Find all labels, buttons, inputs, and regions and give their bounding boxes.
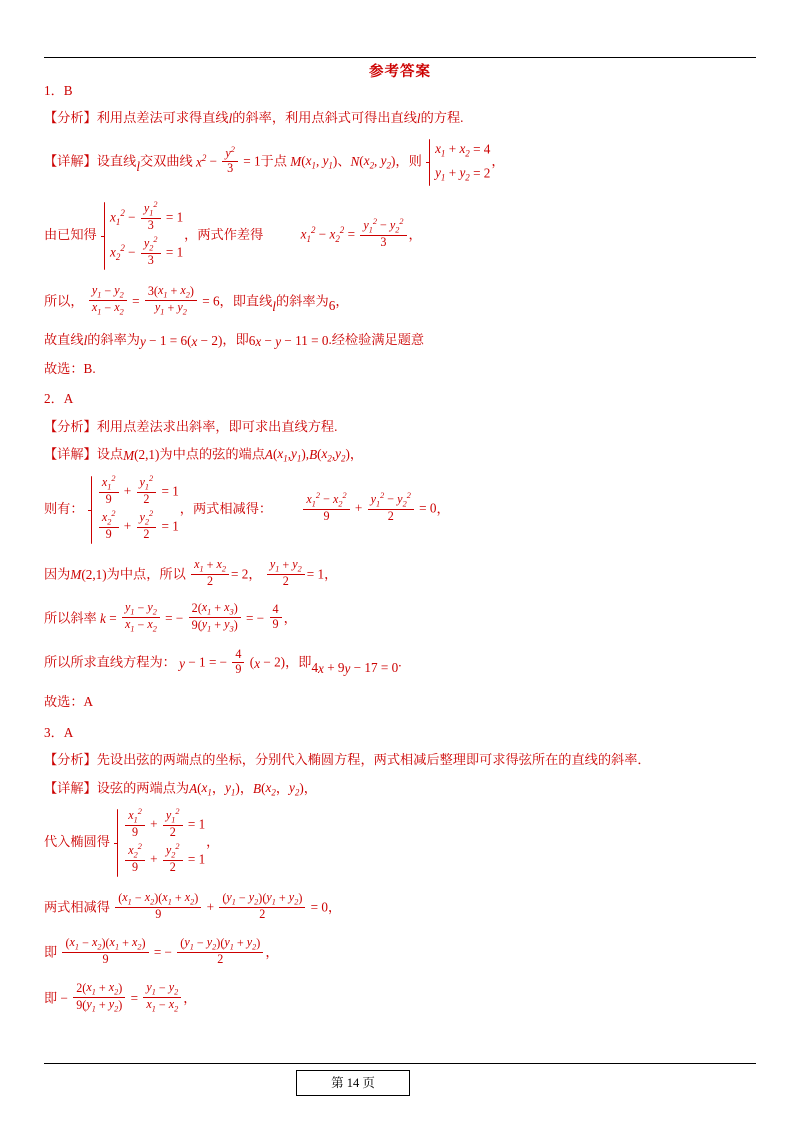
detail-tail: ，	[349, 446, 364, 462]
slope-mid: ，即直线	[219, 293, 273, 308]
answer-2-line	[44, 646, 758, 678]
sub-lead: 代入椭圆得	[44, 834, 110, 850]
system-tail: ，两式相减得：	[179, 500, 273, 516]
detail-tail: ，	[303, 779, 317, 795]
slope-k-equation: k = $\frac{y_1 - y_2}{x_1 - x_2}$ = − $\frac{2(x_1 + x_3)}{9(y_1 + y_3)}$ = − $\frac{4}{9}$	[100, 603, 284, 636]
line-var-l: l	[136, 158, 140, 174]
diff-lead: 两式相减得	[44, 899, 110, 915]
answer-1-choose: 故选：B.	[44, 360, 96, 376]
midpoint-M: M(2,1)	[70, 566, 107, 583]
line-mid: ，即	[285, 654, 312, 670]
final-mid-2: ，即	[222, 332, 249, 348]
line-point-slope-equation: y − 1 = − $\frac{4}{9}$ (x − 2)	[179, 646, 286, 676]
diff-tail: ，	[327, 899, 342, 915]
subtracted-tail: ，	[436, 500, 450, 516]
line-general-equation: 4x + 9y − 17 = 0	[311, 660, 399, 676]
detail-text-b: 于点	[260, 153, 287, 169]
answer-1-final	[44, 330, 758, 352]
answer-1-analysis	[44, 108, 758, 129]
difference-equation: $x_1^2 - x_2^2$ = $\frac{y_1^2 - y_2^2}{3}$	[301, 219, 409, 252]
answer-number-1: 1．B	[44, 83, 73, 98]
answer-3-detail: 【详解】设弦的两端点为$A(x_1$，$y_1$)，$B(x_2$，$y_2$)，	[44, 778, 758, 801]
system-curve-equations: $x_1^2$ − $\frac{y_1^2}{3}$ = 1 $x_2^2$ − $\frac{y_2^2}{3}$ = 1	[101, 200, 183, 272]
page-title: 参考答案	[369, 64, 431, 80]
slope-relation-equation: − $\frac{2(x_1 + x_2)}{9(y_1 + y_2)}$ = $\frac{y_1 - y_2}{x_1 - x_2}$	[60, 983, 183, 1016]
eq3-tail: ，	[183, 990, 197, 1006]
analysis-text-2: 的斜率，利用点斜式可得出直线	[232, 110, 417, 126]
detail-text-a: 交双曲线	[139, 153, 193, 169]
points-M-N: $M(x_1$, $y_1$)	[290, 152, 338, 171]
detail-tag: 【详解】	[44, 153, 97, 169]
eq2-lead: 即	[44, 944, 58, 960]
final-var-l: l	[83, 333, 88, 349]
line-lead: 所以所求直线方程为：	[44, 654, 176, 670]
footer-divider	[44, 1063, 756, 1064]
system-ellipse-equations: $\frac{x_1^2}{9}$ + $\frac{y_1^2}{2}$ = 1 $\frac{x_2^2}{9}$ + $\frac{y_2^2}{2}$ = 1	[88, 474, 179, 546]
analysis-text: 先设出弦的两端点的坐标，分别代入椭圆方程，两式相减后整理即可求得弦所在的直线的斜率．	[96, 752, 651, 768]
analysis-tag: 【分析】	[44, 752, 97, 768]
answer-1-detail-line-1: 【详解】设直线l交双曲线 $x^2$ − $\frac{y^2}{3}$ = 1于点 $M(x_1$, $y_1$)、$N(x_2$, $y_2$)，则 $x_1 + x_2 = 4$ $y_1 + y_2 = 2$ ，	[44, 137, 758, 188]
final-general-equation: 6x − y − 11 = 0	[248, 332, 329, 349]
detail-lead: 设弦的两端点为	[96, 779, 190, 795]
k-lead: 所以斜率	[44, 610, 97, 626]
eq3-lead: 即	[44, 990, 58, 1006]
answer-3-eq2	[44, 935, 758, 969]
midpoint-y-equation: $\frac{y_1 + y_2}{2}$ = 1	[265, 560, 324, 591]
answer-2-choose: 故选：A	[44, 694, 94, 710]
mid-lead: 因为	[44, 566, 71, 582]
page-number-footer: 第 14 页	[296, 1070, 410, 1096]
detail-lead: 设点	[96, 446, 124, 462]
slope-tail: 的斜率为	[275, 293, 329, 308]
analysis-text: 利用点差法求出斜率，即可求出直线方程.	[96, 418, 338, 434]
answer-1-slope	[44, 282, 758, 319]
so-lead: 所以，	[44, 293, 84, 308]
slope-equation: $\frac{y_1 - y_2}{x_1 - x_2}$ = $\frac{3(x_1 + x_2)}{y_1 + y_2}$ = 6	[87, 286, 220, 319]
final-lead: 故直线	[44, 332, 84, 348]
line-tail: .	[398, 654, 402, 670]
system-sum-equations: $x_1 + x_2 = 4$ $y_1 + y_2 = 2$	[426, 137, 490, 188]
answers-content	[44, 76, 758, 1023]
detail-mid: 为中点的弦的端点	[159, 446, 265, 462]
analysis-text: 利用点差法可求得直线	[96, 110, 229, 126]
answer-3-substitute	[44, 807, 758, 879]
detail-tag: 【详解】	[44, 446, 97, 462]
mid-text: 为中点，所以	[106, 566, 186, 582]
answer-number-3: 3．A	[44, 724, 74, 740]
answer-2-slope	[44, 599, 758, 636]
midpoint-x-equation: $\frac{x_1 + x_2}{2}$ = 2	[189, 560, 248, 591]
eq2-tail: ，	[265, 944, 279, 960]
slope-var-l: l	[272, 298, 276, 314]
answer-2-midpoint	[44, 556, 758, 591]
difference-tail: ，	[408, 226, 422, 242]
known-lead: 由已知得	[44, 226, 97, 242]
points-A-B: $A(x_1$，$y_1$)	[189, 779, 240, 798]
mid-tail: ，	[324, 566, 338, 582]
k-tail: ，	[283, 610, 297, 626]
subtracted-equation: $\frac{x_1^2 - x_2^2}{9}$ + $\frac{y_1^2 - y_2^2}{2}$ = 0	[301, 493, 436, 526]
analysis-tag: 【分析】	[44, 110, 97, 126]
system-lead: 则有：	[44, 500, 84, 516]
difference-equation: $\frac{(x_1 - x_2)(x_1 + x_2)}{9}$ + $\frac{(y_1 - y_2)(y_1 + y_2)}{2}$ = 0	[113, 893, 328, 924]
answer-2-detail	[44, 444, 758, 467]
rearranged-equation: $\frac{(x_1 - x_2)(x_1 + x_2)}{9}$ = − $\frac{(y_1 - y_2)(y_1 + y_2)}{2}$	[60, 938, 265, 969]
detail-tag: 【详解】	[44, 779, 97, 795]
final-mid: 的斜率为	[87, 332, 140, 348]
analysis-var-l-2: l	[416, 111, 421, 127]
points-A-B: $A(x_1,y_1),B(x_2,y_2)$	[264, 446, 350, 464]
slope-value: 6	[328, 298, 336, 313]
answer-2-analysis	[44, 417, 758, 437]
detail-then: ，则	[395, 153, 422, 169]
point-M: M(2,1)	[123, 446, 160, 463]
sub-tail: ，	[206, 834, 220, 850]
analysis-text-3: 的方程.	[420, 110, 464, 126]
header-divider	[44, 57, 756, 58]
hyperbola-equation: $x^2$ − $\frac{y^2}{3}$ = 1	[196, 144, 261, 175]
slope-end: ，	[335, 293, 349, 308]
answer-2-system	[44, 474, 758, 546]
analysis-tag: 【分析】	[44, 418, 97, 434]
mid-comma: ，	[248, 566, 262, 582]
answer-1-known	[44, 200, 758, 272]
system-tail: ，	[491, 153, 505, 169]
final-tail: .经检验满足题意	[328, 332, 425, 348]
final-point-slope-equation: y − 1 = 6(x − 2)	[139, 332, 223, 349]
system-ellipse-equations: $\frac{x_1^2}{9}$ + $\frac{y_1^2}{2}$ = 1 $\frac{x_2^2}{9}$ + $\frac{y_2^2}{2}$ = 1	[114, 807, 205, 879]
known-tail: ，两式作差得	[184, 226, 264, 242]
analysis-var-l: l	[228, 111, 233, 127]
answer-number-2: 2．A	[44, 391, 74, 407]
answer-3-eq3	[44, 979, 758, 1016]
answer-3-analysis	[44, 750, 758, 770]
answer-3-difference	[44, 890, 758, 924]
detail-lead: 设直线	[96, 153, 137, 169]
